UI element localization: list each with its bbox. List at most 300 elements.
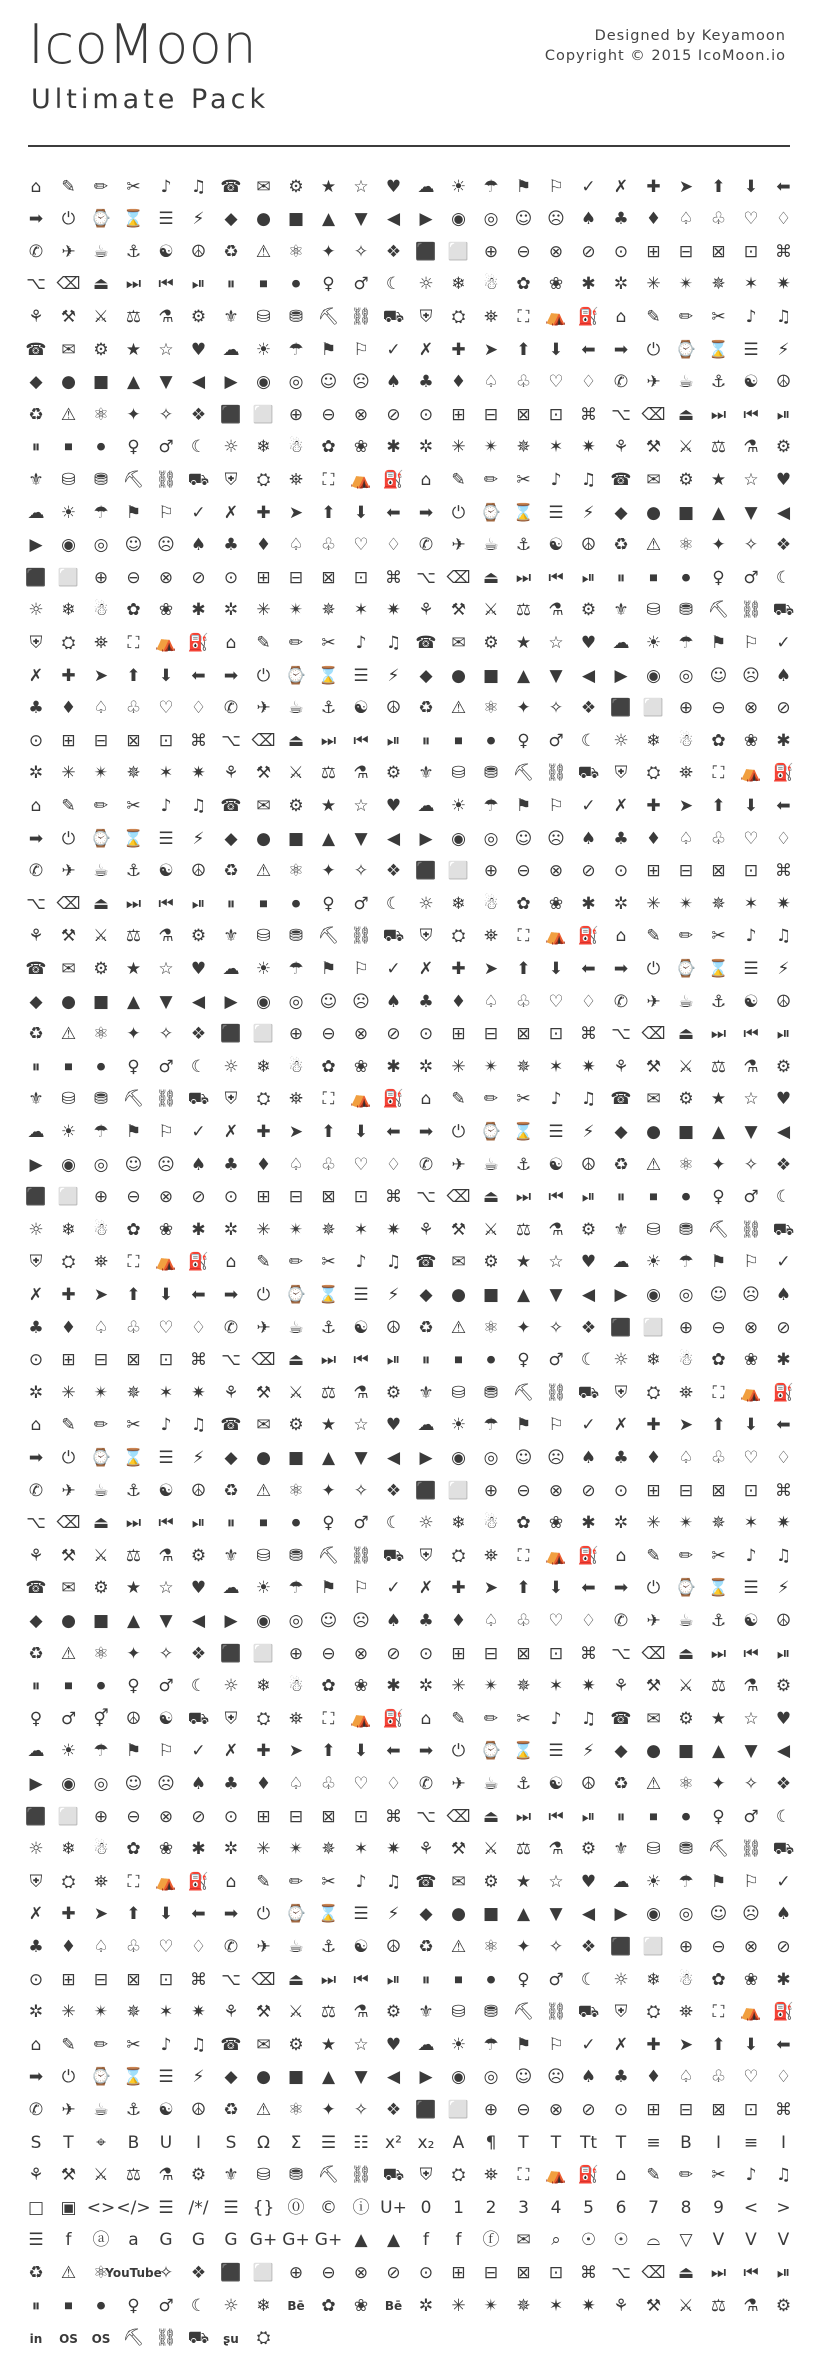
- icon-cell: [703, 269, 735, 301]
- glyph-icon: ⬜: [447, 861, 470, 882]
- glyph-icon: ▲: [126, 1610, 141, 1631]
- icon-cell: [475, 1019, 507, 1051]
- icon-cell: [378, 1671, 410, 1703]
- glyph-icon: ☮: [580, 535, 597, 556]
- icon-cell: [670, 725, 702, 757]
- icon-cell: [735, 2225, 767, 2257]
- glyph-icon: ⏹: [454, 1350, 463, 1371]
- glyph-icon: ✲: [28, 1382, 44, 1403]
- glyph-icon: ⊡: [548, 404, 564, 425]
- icon-cell: [638, 2029, 670, 2061]
- glyph-icon: ♦: [645, 1447, 662, 1468]
- icon-cell: [703, 1149, 735, 1181]
- glyph-icon: ☺: [124, 535, 143, 556]
- glyph-icon: ⚜: [28, 1089, 44, 1110]
- icon-cell: [670, 432, 702, 464]
- icon-cell: [443, 399, 475, 431]
- icon-cell: [215, 856, 247, 888]
- icon-cell: [378, 1442, 410, 1474]
- icon-cell: [280, 1410, 312, 1442]
- glyph-icon: ❀: [158, 600, 174, 621]
- glyph-icon: ✎: [646, 306, 661, 327]
- icon-cell: [540, 171, 572, 203]
- glyph-icon: ✚: [646, 795, 661, 816]
- glyph-icon: ⊗: [548, 1480, 564, 1501]
- icon-cell: [280, 693, 312, 725]
- icon-cell: [768, 2094, 800, 2126]
- glyph-icon: ⛟: [577, 2002, 600, 2023]
- icon-cell: [475, 1671, 507, 1703]
- glyph-icon: ❄: [256, 437, 271, 458]
- glyph-icon: ❄: [61, 1839, 76, 1860]
- icon-cell: [53, 725, 85, 757]
- glyph-icon: ◉: [256, 991, 271, 1012]
- icon-cell: [703, 1540, 735, 1572]
- glyph-icon: ⚘: [418, 1219, 434, 1240]
- icon-cell: [605, 497, 637, 529]
- glyph-icon: ✗: [28, 1904, 44, 1925]
- icon-cell: [53, 269, 85, 301]
- icon-cell: [703, 1345, 735, 1377]
- glyph-icon: ⚐: [743, 1252, 759, 1273]
- icon-cell: [183, 1931, 215, 1963]
- icon-cell: [638, 1638, 670, 1670]
- glyph-icon: ⏺: [291, 274, 301, 295]
- icon-cell: [540, 1214, 572, 1246]
- glyph-icon: ✉: [451, 1871, 466, 1892]
- icon-cell: [638, 236, 670, 268]
- glyph-icon: ☆: [548, 632, 564, 653]
- glyph-icon: ◀: [386, 1447, 401, 1468]
- icon-cell: [475, 1866, 507, 1898]
- glyph-icon: ⚗: [743, 2295, 759, 2316]
- page-subtitle: Ultimate Pack: [31, 84, 270, 115]
- icon-cell: [443, 725, 475, 757]
- glyph-icon: ⚒: [60, 1545, 77, 1566]
- glyph-icon: ≡: [646, 2132, 661, 2153]
- icon-cell: [118, 1638, 150, 1670]
- glyph-icon: ♫: [385, 1871, 402, 1892]
- icon-cell: [85, 399, 117, 431]
- glyph-icon: ⛯: [484, 306, 498, 327]
- glyph-icon: ⊙: [613, 2099, 629, 2120]
- icon-cell: [443, 2127, 475, 2159]
- icon-cell: [85, 1540, 117, 1572]
- glyph-icon: ⚙: [190, 2165, 207, 2186]
- icon-cell: [20, 758, 52, 790]
- icon-cell: [378, 1703, 410, 1735]
- icon-cell: [248, 497, 280, 529]
- glyph-icon: ⬜: [642, 1317, 665, 1338]
- icon-cell: [508, 986, 540, 1018]
- glyph-icon: ☆: [548, 1252, 564, 1273]
- icon-cell: [118, 301, 150, 333]
- glyph-icon: ⬅: [386, 502, 401, 523]
- glyph-icon: ✂: [711, 1545, 726, 1566]
- icon-cell: [118, 464, 150, 496]
- brand-label: OS: [59, 2331, 78, 2346]
- glyph-icon: ➤: [678, 2034, 694, 2055]
- glyph-icon: ⛨: [224, 469, 238, 490]
- glyph-icon: ⛽: [772, 763, 795, 784]
- glyph-icon: ♡: [743, 828, 759, 849]
- icon-cell: [540, 399, 572, 431]
- glyph-icon: ⏮: [743, 404, 759, 425]
- glyph-icon: ☀: [450, 1415, 467, 1436]
- brand-label: Bē: [287, 2299, 305, 2313]
- icon-cell: [118, 1345, 150, 1377]
- icon-cell: [345, 1051, 377, 1083]
- glyph-icon: ⛏: [122, 469, 145, 490]
- glyph-icon: ☾: [190, 1676, 207, 1697]
- glyph-icon: T: [63, 2132, 74, 2153]
- glyph-icon: ✱: [386, 1676, 401, 1697]
- icon-cell: [248, 1638, 280, 1670]
- glyph-icon: T: [550, 2132, 562, 2153]
- icon-cell: [280, 1540, 312, 1572]
- icon-cell: [313, 171, 345, 203]
- icon-cell: [378, 2160, 410, 2192]
- glyph-icon: ☰: [158, 2067, 174, 2088]
- glyph-icon: ✗: [418, 958, 434, 979]
- icon-cell: [703, 2290, 735, 2322]
- icon-cell: [735, 464, 767, 496]
- glyph-icon: ✿: [516, 893, 531, 914]
- glyph-icon: ⏻: [256, 1904, 271, 1925]
- glyph-icon: ⚡: [192, 209, 205, 230]
- icon-cell: [280, 823, 312, 855]
- icon-cell: [20, 1964, 52, 1996]
- icon-cell: [248, 1964, 280, 1996]
- icon-cell: [703, 1475, 735, 1507]
- icon-cell: [703, 1247, 735, 1279]
- glyph-icon: ⚘: [28, 926, 44, 947]
- glyph-icon: ●: [256, 1447, 271, 1468]
- icon-cell: [345, 1540, 377, 1572]
- icon-cell: [735, 823, 767, 855]
- icon-cell: [703, 2257, 735, 2289]
- icon-cell: [703, 2094, 735, 2126]
- icon-cell: [53, 1834, 85, 1866]
- glyph-icon: ☂: [93, 1121, 109, 1142]
- glyph-icon: ⏻: [451, 1741, 466, 1762]
- glyph-icon: ☰: [320, 2132, 337, 2153]
- icon-cell: [378, 2062, 410, 2094]
- icon-cell: [20, 1312, 52, 1344]
- glyph-icon: ⬛: [25, 1806, 47, 1827]
- glyph-icon: ⏹: [64, 1676, 73, 1697]
- icon-cell: [410, 1475, 442, 1507]
- icon-cell: [53, 2094, 85, 2126]
- glyph-icon: ⏮: [353, 730, 369, 751]
- glyph-icon: ◆: [224, 2067, 238, 2088]
- icon-cell: [248, 1247, 280, 1279]
- icon-cell: [313, 1736, 345, 1768]
- icon-cell: [443, 1019, 475, 1051]
- icon-cell: [540, 2094, 572, 2126]
- glyph-icon: ⌥: [416, 1806, 436, 1827]
- icon-cell: [605, 367, 637, 399]
- icon-cell: [183, 1279, 215, 1311]
- glyph-icon: ⬆: [516, 339, 531, 360]
- icon-cell: [378, 2225, 410, 2257]
- icon-cell: [475, 399, 507, 431]
- icon-cell: [638, 367, 670, 399]
- icon-cell: [410, 1214, 442, 1246]
- icon-cell: [573, 497, 605, 529]
- icon-cell: [313, 1345, 345, 1377]
- glyph-icon: ⚙: [385, 2002, 402, 2023]
- glyph-icon: ✏: [678, 926, 694, 947]
- glyph-icon: ✚: [451, 339, 466, 360]
- icon-cell: [53, 1019, 85, 1051]
- icon-cell: [670, 986, 702, 1018]
- icon-cell: [638, 856, 670, 888]
- glyph-icon: ☮: [580, 1154, 597, 1175]
- glyph-icon: ©: [320, 2197, 337, 2218]
- icon-cell: [540, 2225, 572, 2257]
- icon-cell: [638, 1508, 670, 1540]
- glyph-icon: ✚: [256, 502, 271, 523]
- icon-cell: [20, 497, 52, 529]
- icon-cell: [215, 790, 247, 822]
- glyph-icon: ⛁: [646, 1839, 661, 1860]
- glyph-icon: ⌥: [221, 1969, 241, 1990]
- glyph-icon: ⊡: [743, 241, 759, 262]
- icon-cell: [313, 367, 345, 399]
- icon-cell: [85, 1997, 117, 2029]
- glyph-icon: ⬆: [711, 2034, 726, 2055]
- glyph-icon: ✷: [776, 1513, 791, 1534]
- glyph-icon: ♂: [158, 2295, 174, 2316]
- icon-cell: [410, 1051, 442, 1083]
- glyph-icon: ☃: [678, 1350, 694, 1371]
- glyph-icon: ✓: [386, 339, 401, 360]
- icon-cell: [605, 953, 637, 985]
- glyph-icon: ⚐: [353, 958, 369, 979]
- icon-cell: [280, 562, 312, 594]
- icon-cell: [183, 2127, 215, 2159]
- glyph-icon: ✷: [191, 2002, 206, 2023]
- icon-cell: [410, 301, 442, 333]
- glyph-icon: ⊠: [516, 1643, 531, 1664]
- icon-cell: [248, 1377, 280, 1409]
- icon-cell: [215, 1866, 247, 1898]
- glyph-icon: ⛶: [322, 1708, 335, 1729]
- glyph-icon: ☕: [678, 372, 694, 393]
- icon-cell: [150, 953, 182, 985]
- glyph-icon: ❀: [743, 1969, 759, 1990]
- icon-cell: [150, 1834, 182, 1866]
- icon-cell: [410, 2094, 442, 2126]
- icon-cell: [508, 204, 540, 236]
- icon-cell: [410, 1834, 442, 1866]
- glyph-icon: ☃: [93, 1839, 109, 1860]
- glyph-icon: ✵: [516, 437, 531, 458]
- icon-cell: [703, 171, 735, 203]
- glyph-icon: ♡: [158, 698, 174, 719]
- glyph-icon: ❄: [256, 1056, 271, 1077]
- glyph-icon: ⬛: [415, 1480, 437, 1501]
- glyph-icon: ♣: [613, 1447, 629, 1468]
- glyph-icon: ⛃: [288, 2165, 304, 2186]
- icon-cell: [410, 1768, 442, 1800]
- icon-cell: [248, 399, 280, 431]
- icon-cell: [475, 1997, 507, 2029]
- icon-cell: [443, 1247, 475, 1279]
- glyph-icon: ✧: [158, 404, 174, 425]
- glyph-icon: f: [65, 2230, 72, 2251]
- icon-cell: [20, 171, 52, 203]
- icon-cell: [248, 1051, 280, 1083]
- icon-cell: [345, 2257, 377, 2289]
- glyph-icon: ☰: [158, 209, 174, 230]
- icon-cell: [20, 1768, 52, 1800]
- glyph-icon: ◀: [191, 1610, 206, 1631]
- glyph-icon: ⏺: [681, 1806, 691, 1827]
- icon-cell: [573, 595, 605, 627]
- glyph-icon: ☕: [678, 991, 694, 1012]
- glyph-icon: ✂: [126, 176, 141, 197]
- icon-cell: [85, 2127, 117, 2159]
- icon-cell: [508, 1345, 540, 1377]
- glyph-icon: ➤: [288, 1741, 304, 1762]
- icon-cell: [85, 1834, 117, 1866]
- icon-cell: [768, 1247, 800, 1279]
- glyph-icon: ☀: [450, 2034, 467, 2055]
- glyph-icon: ▶: [224, 1610, 238, 1631]
- glyph-icon: ⬛: [25, 1187, 47, 1208]
- glyph-icon: ☯: [353, 698, 369, 719]
- icon-cell: [280, 1638, 312, 1670]
- icon-cell: [735, 236, 767, 268]
- icon-cell: [670, 758, 702, 790]
- glyph-icon: ⌚: [480, 1741, 502, 1762]
- icon-cell: [540, 1964, 572, 1996]
- glyph-icon: ⊠: [321, 567, 336, 588]
- glyph-icon: ♧: [710, 2067, 727, 2088]
- glyph-icon: ♦: [450, 991, 467, 1012]
- icon-cell: [703, 1801, 735, 1833]
- icon-cell: [605, 2094, 637, 2126]
- icon-cell: [85, 1638, 117, 1670]
- icon-cell: [540, 301, 572, 333]
- icon-cell: [183, 497, 215, 529]
- glyph-icon: ♂: [548, 1969, 564, 1990]
- glyph-icon: ⊠: [126, 1969, 141, 1990]
- glyph-icon: ⌥: [26, 893, 46, 914]
- glyph-icon: ◀: [776, 1121, 791, 1142]
- glyph-icon: ⌘: [190, 1350, 207, 1371]
- glyph-icon: ✗: [28, 1284, 44, 1305]
- glyph-icon: ✆: [28, 241, 44, 262]
- glyph-icon: ⌥: [611, 1643, 631, 1664]
- icon-cell: [248, 530, 280, 562]
- glyph-icon: ⛺: [350, 1708, 372, 1729]
- icon-cell: [215, 1345, 247, 1377]
- icon-cell: [85, 1508, 117, 1540]
- glyph-icon: ☂: [93, 1741, 109, 1762]
- icon-cell: [183, 1051, 215, 1083]
- icon-cell: [118, 1703, 150, 1735]
- icon-cell: [248, 2127, 280, 2159]
- glyph-icon: ✏: [678, 1545, 694, 1566]
- icon-cell: [605, 2127, 637, 2159]
- icon-cell: [20, 1345, 52, 1377]
- icon-cell: [475, 823, 507, 855]
- icon-cell: [573, 171, 605, 203]
- glyph-icon: ⊡: [548, 1643, 564, 1664]
- glyph-icon: ⊟: [93, 1969, 109, 1990]
- glyph-icon: ⏹: [649, 1187, 658, 1208]
- icon-cell: [605, 269, 637, 301]
- icon-cell: [378, 856, 410, 888]
- glyph-icon: ☆: [548, 1871, 564, 1892]
- icon-cell: [735, 921, 767, 953]
- icon-cell: [540, 953, 572, 985]
- icon-cell: [475, 1051, 507, 1083]
- icon-cell: [378, 1508, 410, 1540]
- glyph-icon: ☀: [450, 795, 467, 816]
- glyph-icon: ⚐: [743, 1871, 759, 1892]
- icon-cell: [540, 758, 572, 790]
- glyph-icon: ♪: [355, 632, 367, 653]
- icon-cell: [85, 1377, 117, 1409]
- glyph-icon: ⊖: [711, 1317, 726, 1338]
- glyph-icon: ⚔: [93, 1545, 109, 1566]
- glyph-icon: ⏏: [677, 2262, 695, 2283]
- icon-cell: [20, 921, 52, 953]
- icon-cell: [573, 1214, 605, 1246]
- glyph-icon: ◆: [224, 1447, 238, 1468]
- icon-cell: [508, 1116, 540, 1148]
- icon-cell: [443, 758, 475, 790]
- glyph-icon: ✚: [61, 665, 76, 686]
- icon-cell: [313, 1801, 345, 1833]
- icon-cell: [475, 530, 507, 562]
- glyph-icon: ✉: [61, 958, 76, 979]
- icon-cell: [540, 1573, 572, 1605]
- icon-cell: [150, 1964, 182, 1996]
- icon-cell: [53, 1475, 85, 1507]
- icon-cell: [378, 1312, 410, 1344]
- icon-cell: [345, 1149, 377, 1181]
- glyph-icon: ☮: [385, 1317, 402, 1338]
- glyph-icon: ⬅: [386, 1741, 401, 1762]
- glyph-icon: ⛺: [545, 926, 567, 947]
- glyph-icon: ⌫: [446, 1187, 471, 1208]
- glyph-icon: ♧: [125, 1317, 142, 1338]
- glyph-icon: ⚙: [678, 1708, 694, 1729]
- glyph-icon: ⊖: [126, 1806, 141, 1827]
- icon-cell: [280, 1312, 312, 1344]
- icon-cell: [573, 1508, 605, 1540]
- glyph-icon: ⛃: [483, 763, 499, 784]
- glyph-icon: ⊠: [516, 2262, 531, 2283]
- glyph-icon: ⚡: [192, 1447, 205, 1468]
- glyph-icon: ⌫: [641, 404, 666, 425]
- glyph-icon: ⬛: [415, 2099, 437, 2120]
- icon-cell: [183, 530, 215, 562]
- icon-cell: [345, 1442, 377, 1474]
- glyph-icon: ⏻: [61, 1447, 76, 1468]
- glyph-icon: 9: [713, 2197, 724, 2218]
- designer-credit: Designed by Keyamoon: [594, 28, 786, 44]
- icon-cell: [85, 856, 117, 888]
- glyph-icon: ☹: [547, 209, 565, 230]
- glyph-icon: ⚠: [450, 698, 467, 719]
- glyph-icon: ▶: [614, 665, 628, 686]
